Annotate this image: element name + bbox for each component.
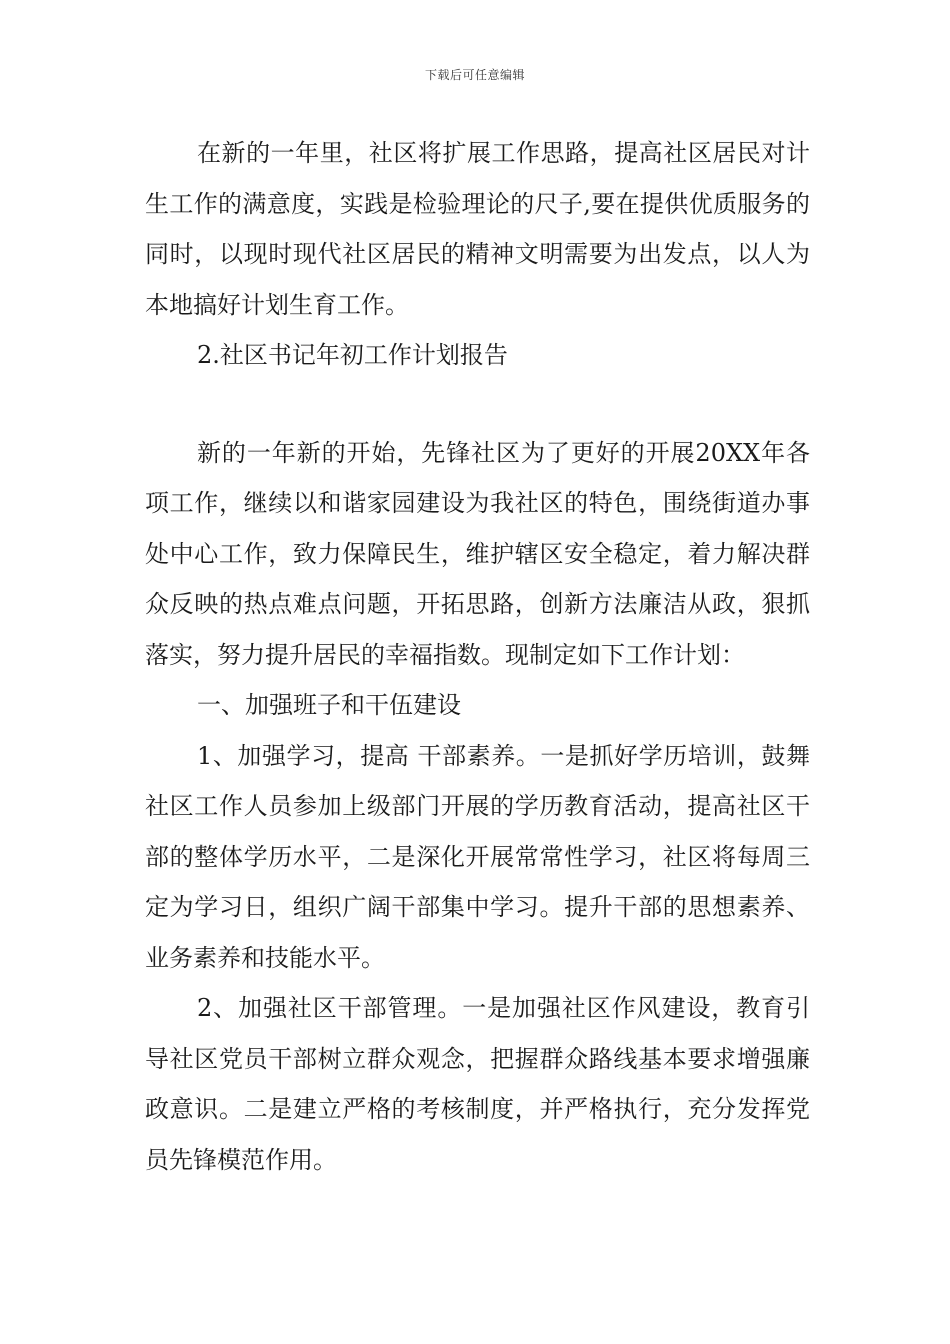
header-note: 下载后可任意编辑	[424, 68, 525, 82]
subheading-1: 一、加强班子和干伍建设	[197, 691, 461, 719]
paragraph-3: 新的一年新的开始，先锋社区为了更好的开展20XX年各项工作，继续以和谐家园建设为我社区的特色，围绕街道办事处中心工作，致力保障民生，维护辖区安全稳定，着力解决群众反映的热点难点问题，开拓思路，创新方法廉洁从政，狠抓落实，努力提升居民的幸福指数。现制定如下工作计划：	[145, 438, 810, 669]
paragraph-5: 1、加强学习，提高 干部素养。一是抓好学历培训，鼓舞社区工作人员参加上级部门开展的学历教育活动，提高社区干部的整体学历水平，二是深化开展常常性学习，社区将每周三定为学习日，组织广阔干部集中学习。提升干部的思想素养、业务素养和技能水平。	[145, 741, 810, 972]
document-body	[145, 128, 810, 1185]
paragraph-1: 在新的一年里，社区将扩展工作思路，提高社区居民对计生工作的满意度，实践是检验理论的尺子,要在提供优质服务的同时，以现时现代社区居民的精神文明需要为出发点，以人为本地搞好计划生育工作。	[145, 139, 810, 319]
paragraph-6: 2、加强社区干部管理。一是加强社区作风建设，教育引导社区党员干部树立群众观念，把握群众路线基本要求增强廉政意识。二是建立严格的考核制度，并严格执行，充分发挥党员先锋模范作用。	[145, 994, 810, 1174]
blank-line	[145, 381, 810, 428]
section-heading-2: 2.社区书记年初工作计划报告	[197, 341, 508, 369]
